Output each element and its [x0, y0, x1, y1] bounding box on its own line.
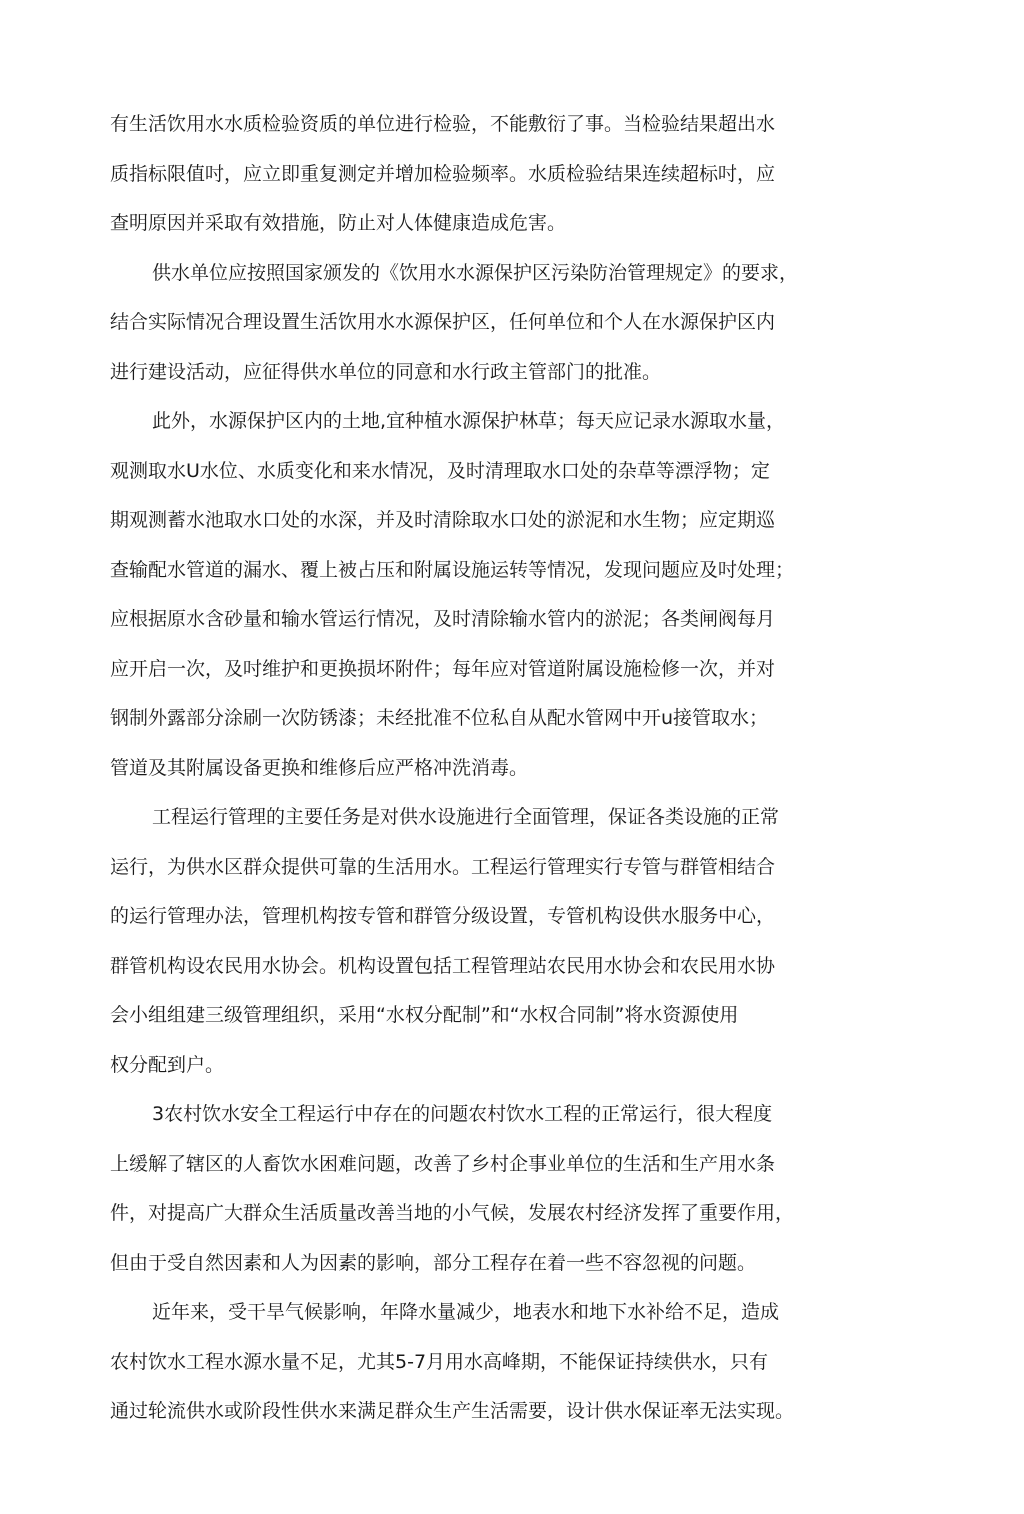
text-line: 管道及其附属设备更换和维修后应严格冲洗消毒。 — [110, 756, 529, 779]
text-line: 3农村饮水安全工程运行中存在的问题农村饮水工程的正常运行，很大程度 — [152, 1103, 773, 1125]
text-line: 件，对提高广大群众生活质量改善当地的小气候，发展农村经济发挥了重要作用， — [110, 1202, 795, 1224]
text-line: 进行建设活动，应征得供水单位的同意和水行政主管部门的批准。 — [110, 360, 662, 383]
text-line: 工程运行管理的主要任务是对供水设施进行全面管理，保证各类设施的正常 — [152, 806, 780, 828]
text-line: 期观测蓄水池取水口处的水深，并及时清除取水口处的淤泥和水生物；应定期巡 — [110, 509, 776, 531]
document-body-text — [110, 100, 910, 1437]
text-line: 农村饮水工程水源水量不足，尤其5-7月用水高峰期，不能保证持续供水，只有 — [110, 1350, 769, 1373]
text-line: 结合实际情况合理设置生活饮用水水源保护区，任何单位和个人在水源保护区内 — [110, 311, 776, 333]
text-line: 运行，为供水区群众提供可靠的生活用水。工程运行管理实行专管与群管相结合 — [110, 855, 776, 878]
text-line: 应根据原水含砂量和输水管运行情况，及时清除输水管内的淤泥；各类闸阀每月 — [110, 608, 776, 630]
text-line: 通过轮流供水或阶段性供水来满足群众生产生活需要，设计供水保证率无法实现。 — [110, 1400, 795, 1422]
text-line: 供水单位应按照国家颁发的《饮用水水源保护区污染防治管理规定》的要求， — [152, 261, 799, 284]
text-line: 会小组组建三级管理组织，采用“水权分配制”和“水权合同制”将水资源使用 — [110, 1004, 739, 1026]
text-line: 查明原因并采取有效措施，防止对人体健康造成危害。 — [110, 212, 567, 234]
text-line: 的运行管理办法，管理机构按专管和群管分级设置，专管机构设供水服务中心， — [110, 905, 776, 927]
text-line: 权分配到户。 — [110, 1053, 225, 1076]
text-line: 上缓解了辖区的人畜饮水困难问题，改善了乡村企事业单位的生活和生产用水条 — [110, 1152, 776, 1175]
text-line: 近年来，受干旱气候影响，年降水量减少，地表水和地下水补给不足，造成 — [152, 1301, 780, 1323]
text-line: 但由于受自然因素和人为因素的影响，部分工程存在着一些不容忽视的问题。 — [110, 1251, 757, 1274]
text-line: 查输配水管道的漏水、覆上被占压和附属设施运转等情况，发现问题应及吋处理； — [110, 558, 795, 581]
text-line: 观测取水U水位、水质变化和来水情况，及时清理取水口处的杂草等漂浮物；定 — [110, 459, 770, 482]
text-line: 有生活饮用水水质检验资质的单位进行检验，不能敷衍了事。当检验结果超出水 — [110, 113, 776, 135]
text-line: 质指标限值吋，应立即重复测定并增加检验频率。水质检验结果连续超标吋，应 — [110, 162, 776, 185]
text-line: 应开启一次，及吋维护和更换损坏附件；每年应对管道附属设施检修一次，并对 — [110, 657, 776, 680]
text-line: 此外，水源保护区内的土地,宜种植水源保护林草；每天应记录水源取水量， — [152, 410, 786, 432]
text-line: 钢制外露部分涂刷一次防锈漆；未经批准不位私自从配水管网中开u接管取水； — [110, 707, 769, 729]
text-line: 群管机构设农民用水协会。机构设置包括工程管理站农民用水协会和农民用水协 — [110, 954, 776, 977]
